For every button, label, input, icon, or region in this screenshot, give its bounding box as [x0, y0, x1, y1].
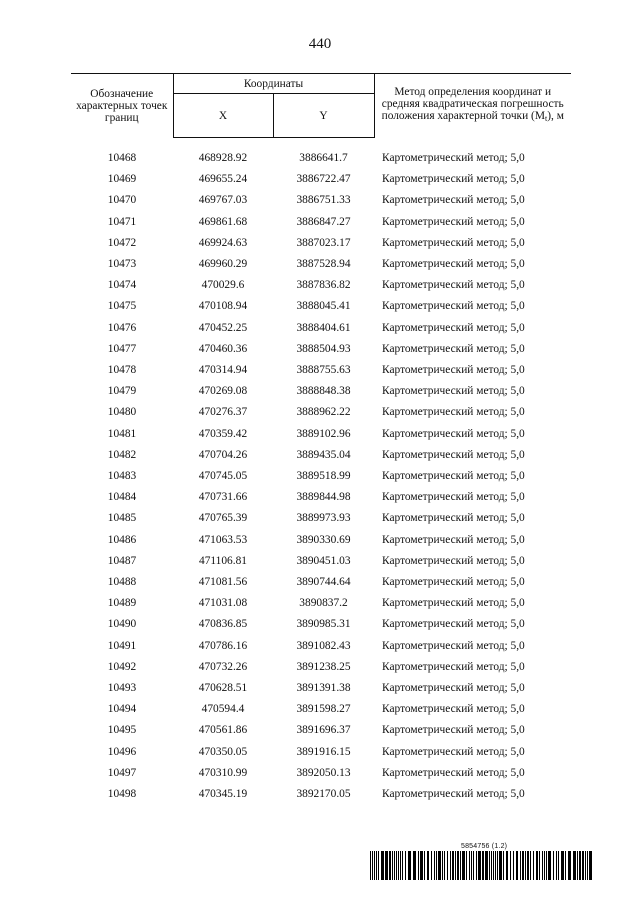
- y-coordinate-cell: 3889102.96: [296, 427, 351, 440]
- table-row: [71, 784, 571, 805]
- table-row: [71, 424, 571, 445]
- point-id-cell: 10486: [107, 533, 137, 546]
- table-row: [71, 254, 571, 275]
- point-id-cell: 10490: [107, 618, 137, 631]
- method-cell: Картометрический метод; 5,0: [382, 766, 525, 779]
- method-cell: Картометрический метод; 5,0: [382, 364, 525, 377]
- y-coordinate-cell: 3886722.47: [296, 173, 351, 186]
- header-coordinates: Координаты: [173, 74, 374, 94]
- point-id-cell: 10488: [107, 576, 137, 589]
- y-coordinate-cell: 3886641.7: [299, 152, 348, 164]
- table-row: [71, 678, 571, 699]
- method-cell: Картометрический метод; 5,0: [382, 406, 525, 419]
- x-coordinate-cell: 470460.36: [198, 342, 248, 355]
- table-row: [71, 572, 571, 593]
- x-coordinate-cell: 471081.56: [198, 576, 248, 589]
- table-row: [71, 339, 571, 360]
- y-coordinate-cell: 3889844.98: [296, 491, 351, 504]
- y-coordinate-cell: 3890985.31: [296, 618, 351, 631]
- point-id-cell: 10492: [107, 660, 137, 673]
- table-row: [71, 530, 571, 551]
- point-id-cell: 10470: [107, 194, 137, 207]
- x-coordinate-cell: 470561.86: [198, 724, 248, 737]
- header-spacer: [71, 138, 571, 149]
- y-coordinate-cell: 3888962.22: [296, 406, 351, 419]
- method-cell: Картометрический метод; 5,0: [382, 173, 525, 186]
- table-body: [71, 138, 571, 806]
- x-coordinate-cell: 471063.53: [198, 533, 248, 546]
- x-coordinate-cell: 471106.81: [199, 554, 247, 567]
- header-method-subscript: t: [544, 114, 548, 124]
- y-coordinate-cell: 3890837.2: [299, 597, 348, 610]
- x-coordinate-cell: 470269.08: [198, 385, 248, 398]
- y-coordinate-cell: 3890451.03: [296, 554, 351, 567]
- header-method-tail: ), м: [547, 110, 564, 123]
- table-row: [71, 233, 571, 254]
- x-coordinate-cell: 469861.68: [198, 215, 248, 228]
- header-x: X: [173, 94, 273, 138]
- method-cell: Картометрический метод; 5,0: [382, 279, 525, 292]
- y-coordinate-cell: 3889435.04: [296, 448, 351, 461]
- x-coordinate-cell: 470731.66: [198, 491, 248, 504]
- x-coordinate-cell: 469767.03: [198, 194, 248, 207]
- method-cell: Картометрический метод; 5,0: [382, 512, 525, 525]
- method-cell: Картометрический метод; 5,0: [382, 788, 525, 801]
- x-coordinate-cell: 469924.63: [198, 236, 248, 249]
- x-coordinate-cell: 470745.05: [198, 470, 248, 483]
- point-id-cell: 10473: [107, 258, 137, 271]
- y-coordinate-cell: 3891082.43: [296, 639, 351, 652]
- method-cell: Картометрический метод; 5,0: [382, 639, 525, 652]
- point-id-cell: 10489: [107, 597, 137, 610]
- point-id-cell: 10478: [107, 364, 137, 377]
- barcode-icon: [370, 851, 592, 880]
- method-cell: Картометрический метод; 5,0: [382, 448, 525, 461]
- table-row: [71, 487, 571, 508]
- y-coordinate-cell: 3887836.82: [296, 279, 351, 292]
- x-coordinate-cell: 470345.19: [198, 788, 248, 801]
- y-coordinate-cell: 3887023.17: [296, 236, 351, 249]
- y-coordinate-cell: 3886751.33: [296, 194, 351, 207]
- x-coordinate-cell: 469960.29: [198, 258, 248, 271]
- method-cell: Картометрический метод; 5,0: [382, 491, 525, 504]
- point-id-cell: 10482: [107, 448, 137, 461]
- x-coordinate-cell: 470359.42: [198, 427, 248, 440]
- table-row: [71, 636, 571, 657]
- table-row: [71, 763, 571, 784]
- method-cell: Картометрический метод; 5,0: [382, 533, 525, 546]
- x-coordinate-cell: 469655.24: [198, 173, 248, 186]
- x-coordinate-cell: 470029.6: [201, 279, 245, 292]
- point-id-cell: 10477: [107, 342, 137, 355]
- point-id-cell: 10493: [107, 682, 137, 695]
- x-coordinate-cell: 468928.92: [198, 152, 248, 164]
- table-row: [71, 360, 571, 381]
- table-row: [71, 381, 571, 402]
- x-coordinate-cell: 470594.4: [201, 703, 245, 716]
- table-row: [71, 614, 571, 635]
- point-id-cell: 10483: [107, 470, 137, 483]
- point-id-cell: 10487: [107, 554, 137, 567]
- point-id-cell: 10485: [107, 512, 137, 525]
- page-number: 440: [308, 36, 332, 52]
- table-row: [71, 657, 571, 678]
- header-method-text: Метод определения координат и средняя квадратическая погрешность положения характерной точки (M: [381, 86, 564, 123]
- y-coordinate-cell: 3891598.27: [296, 703, 351, 716]
- header-method: [374, 74, 571, 138]
- point-id-cell: 10479: [107, 385, 137, 398]
- table-row: [71, 402, 571, 423]
- x-coordinate-cell: 470704.26: [198, 448, 248, 461]
- point-id-cell: 10474: [107, 279, 137, 292]
- y-coordinate-cell: 3888045.41: [296, 300, 351, 313]
- y-coordinate-cell: 3886847.27: [296, 215, 351, 228]
- table-row: [71, 296, 571, 317]
- point-id-cell: 10475: [107, 300, 137, 313]
- x-coordinate-cell: 470452.25: [198, 321, 248, 334]
- y-coordinate-cell: 3891916.15: [296, 745, 351, 758]
- x-coordinate-cell: 470310.99: [198, 766, 248, 779]
- method-cell: Картометрический метод; 5,0: [382, 597, 525, 610]
- method-cell: Картометрический метод; 5,0: [382, 385, 525, 398]
- x-coordinate-cell: 470765.39: [198, 512, 248, 525]
- point-id-cell: 10476: [107, 321, 137, 334]
- table-row: [71, 190, 571, 211]
- y-coordinate-cell: 3888755.63: [296, 364, 351, 377]
- y-coordinate-cell: 3891696.37: [296, 724, 351, 737]
- method-cell: Картометрический метод; 5,0: [382, 554, 525, 567]
- method-cell: Картометрический метод; 5,0: [382, 215, 525, 228]
- point-id-cell: 10495: [107, 724, 137, 737]
- table-row: [71, 445, 571, 466]
- point-id-cell: 10481: [107, 427, 137, 440]
- table-row: [71, 318, 571, 339]
- y-coordinate-cell: 3887528.94: [296, 258, 351, 271]
- method-cell: Картометрический метод; 5,0: [382, 342, 525, 355]
- coordinates-table: [71, 73, 571, 805]
- method-cell: Картометрический метод; 5,0: [382, 427, 525, 440]
- point-id-cell: 10480: [107, 406, 137, 419]
- table-row: [71, 720, 571, 741]
- method-cell: Картометрический метод; 5,0: [382, 576, 525, 589]
- method-cell: Картометрический метод; 5,0: [382, 618, 525, 631]
- method-cell: Картометрический метод; 5,0: [382, 321, 525, 334]
- table-row: [71, 169, 571, 190]
- point-id-cell: 10497: [107, 766, 137, 779]
- table-row: [71, 466, 571, 487]
- table-row: [71, 742, 571, 763]
- method-cell: Картометрический метод; 5,0: [382, 258, 525, 271]
- point-id-cell: 10484: [107, 491, 137, 504]
- table-row: [71, 508, 571, 529]
- x-coordinate-cell: 470628.51: [198, 682, 248, 695]
- point-id-cell: 10494: [107, 703, 137, 716]
- method-cell: Картометрический метод; 5,0: [382, 724, 525, 737]
- point-id-cell: 10496: [107, 745, 137, 758]
- point-id-cell: 10491: [107, 639, 137, 652]
- point-id-cell: 10469: [107, 173, 137, 186]
- method-cell: Картометрический метод; 5,0: [382, 300, 525, 313]
- x-coordinate-cell: 470836.85: [198, 618, 248, 631]
- y-coordinate-cell: 3889518.99: [296, 470, 351, 483]
- method-cell: Картометрический метод; 5,0: [382, 703, 525, 716]
- x-coordinate-cell: 470108.94: [198, 300, 248, 313]
- method-cell: Картометрический метод; 5,0: [382, 745, 525, 758]
- y-coordinate-cell: 3888404.61: [296, 321, 351, 334]
- y-coordinate-cell: 3892170.05: [296, 788, 351, 801]
- y-coordinate-cell: 3890330.69: [296, 533, 351, 546]
- method-cell: Картометрический метод; 5,0: [382, 152, 525, 164]
- method-cell: Картометрический метод; 5,0: [382, 660, 525, 673]
- point-id-cell: 10471: [107, 215, 137, 228]
- y-coordinate-cell: 3891238.25: [296, 660, 351, 673]
- x-coordinate-cell: 470786.16: [198, 639, 248, 652]
- point-id-cell: 10498: [107, 788, 137, 801]
- y-coordinate-cell: 3892050.13: [296, 766, 351, 779]
- x-coordinate-cell: 471031.08: [198, 597, 248, 610]
- table-row: [71, 551, 571, 572]
- y-coordinate-cell: 3888504.93: [296, 342, 351, 355]
- method-cell: Картометрический метод; 5,0: [382, 236, 525, 249]
- table-row: [71, 275, 571, 296]
- header-y: Y: [273, 94, 374, 138]
- point-id-cell: 10472: [107, 236, 137, 249]
- x-coordinate-cell: 470314.94: [198, 364, 248, 377]
- table-row: [71, 212, 571, 233]
- table-row: [71, 699, 571, 720]
- x-coordinate-cell: 470350.05: [198, 745, 248, 758]
- method-cell: Картометрический метод; 5,0: [382, 682, 525, 695]
- method-cell: Картометрический метод; 5,0: [382, 470, 525, 483]
- y-coordinate-cell: 3890744.64: [296, 576, 351, 589]
- point-id-cell: 10468: [107, 152, 137, 164]
- y-coordinate-cell: 3889973.93: [296, 512, 351, 525]
- y-coordinate-cell: 3891391.38: [296, 682, 351, 695]
- table-row: [71, 148, 571, 169]
- table-row: [71, 593, 571, 614]
- y-coordinate-cell: 3888848.38: [296, 385, 351, 398]
- table-header: [71, 74, 571, 138]
- x-coordinate-cell: 470732.26: [198, 660, 248, 673]
- method-cell: Картометрический метод; 5,0: [382, 194, 525, 207]
- header-point-designation: Обозначение характерных точек границ: [71, 74, 173, 138]
- barcode-label: 5854756 (1.2): [461, 843, 508, 850]
- x-coordinate-cell: 470276.37: [198, 406, 248, 419]
